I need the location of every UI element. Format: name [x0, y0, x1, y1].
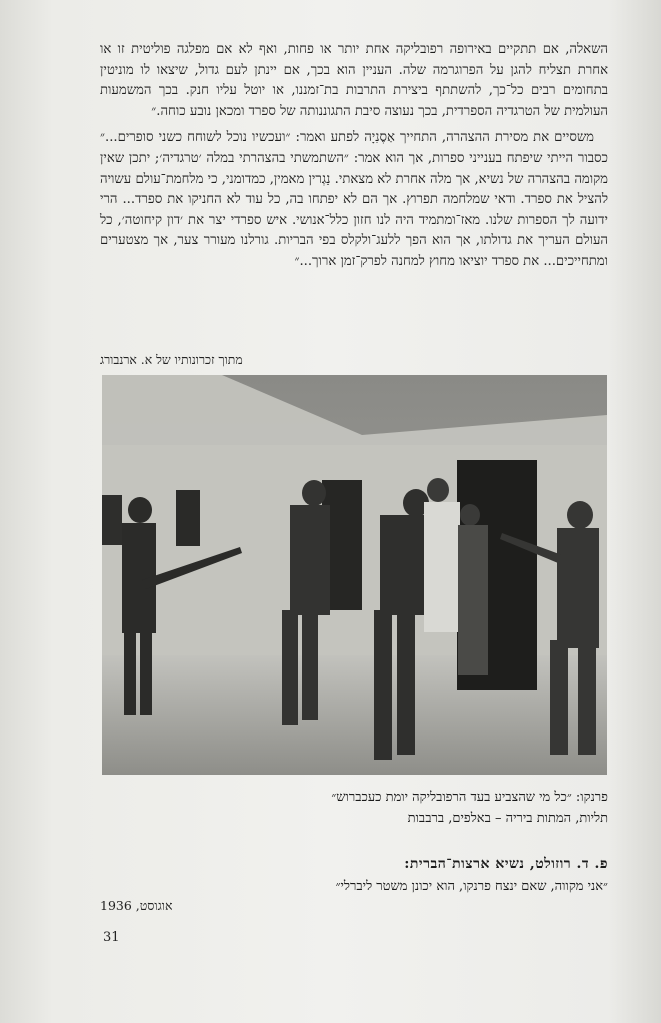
caption-line-1: פרנקו: ״כל מי שהצביע בעד הרפובליקה יומת כעכברוש״: [331, 790, 608, 805]
historical-photograph: [102, 375, 607, 775]
quote-heading: פ. ד. רוזולט, נשיא ארצות־הברית:: [404, 856, 608, 872]
paragraph-2: משסיים את מסירת ההצהרה, התחייך אַסֶנִיָה לפתע ואמר: ״ועכשיו נוכל לשוחח כשני סופרים...״ כסבור הייתי שיפתח בענייני ספרות, אך הוא אמר: ״השתמשתי בהצהרתי במלה ׳טרגדיה׳; יתכן שאין מקומה בהצהרה של נשיא, אך מלה אחרת לא מצאתי. נַגְרין מאמין, כמדומני, כי מלחמת־עולם עשויה להציל את ספרד. ודאי שמלחמה תפרוץ. אך הם לא יפתחו בה, כל עוד לא החניקו את ספרד... הרי ידועה לך הספרות שלנו. מאז־ומתמיד היה לנו חזון כלל־אנושי. איש ספרדי יצר את ׳דון קיחוטה׳, כל העולם העריך את גדולתו, אך הוא הפך ללעג־ולקלס בפי הבריות. גורלנו מעורר צער, אך מצטערים ומתחייכים... את ספרד יוציאו מחוץ למחנה לפרק־זמן ארוך...״: [100, 130, 608, 269]
caption-line-2: תליות, המתות ביריה – באלפים, ברבבות: [407, 811, 608, 826]
source-attribution: מתוך זכרונותיו של א. ארנבורג: [100, 352, 243, 367]
body-text: [100, 40, 608, 279]
page-number: 31: [103, 930, 120, 945]
quote-text: ״אני מקווה, שאם ינצח פרנקו, הוא יכונן משטר ליברלי״: [335, 879, 608, 894]
paragraph-1: השאלה, אם תתקיים באירופה רפובליקה אחת יותר או פחות, ואף לא אם מפלגה פוליטית זו או אחרת תצליח להגן על הפרוגרמה שלה. העניין הוא בכך, אם יינתן לעם גדול, שיצאו לו מוניטין בתחומים רבים כל־כך, להשתתף ביצירת התרבות בת־זמננו, או יוטל עליו חנק. בכך המשמעות העולמית של הטרגדיה הספרדית, בכך נעוצה סיבת התגוננותה של ספרד ומכאן נובע כוחה.״: [100, 42, 608, 119]
photo-caption: [100, 787, 608, 829]
quote-date: אוגוסט, 1936: [100, 898, 173, 913]
